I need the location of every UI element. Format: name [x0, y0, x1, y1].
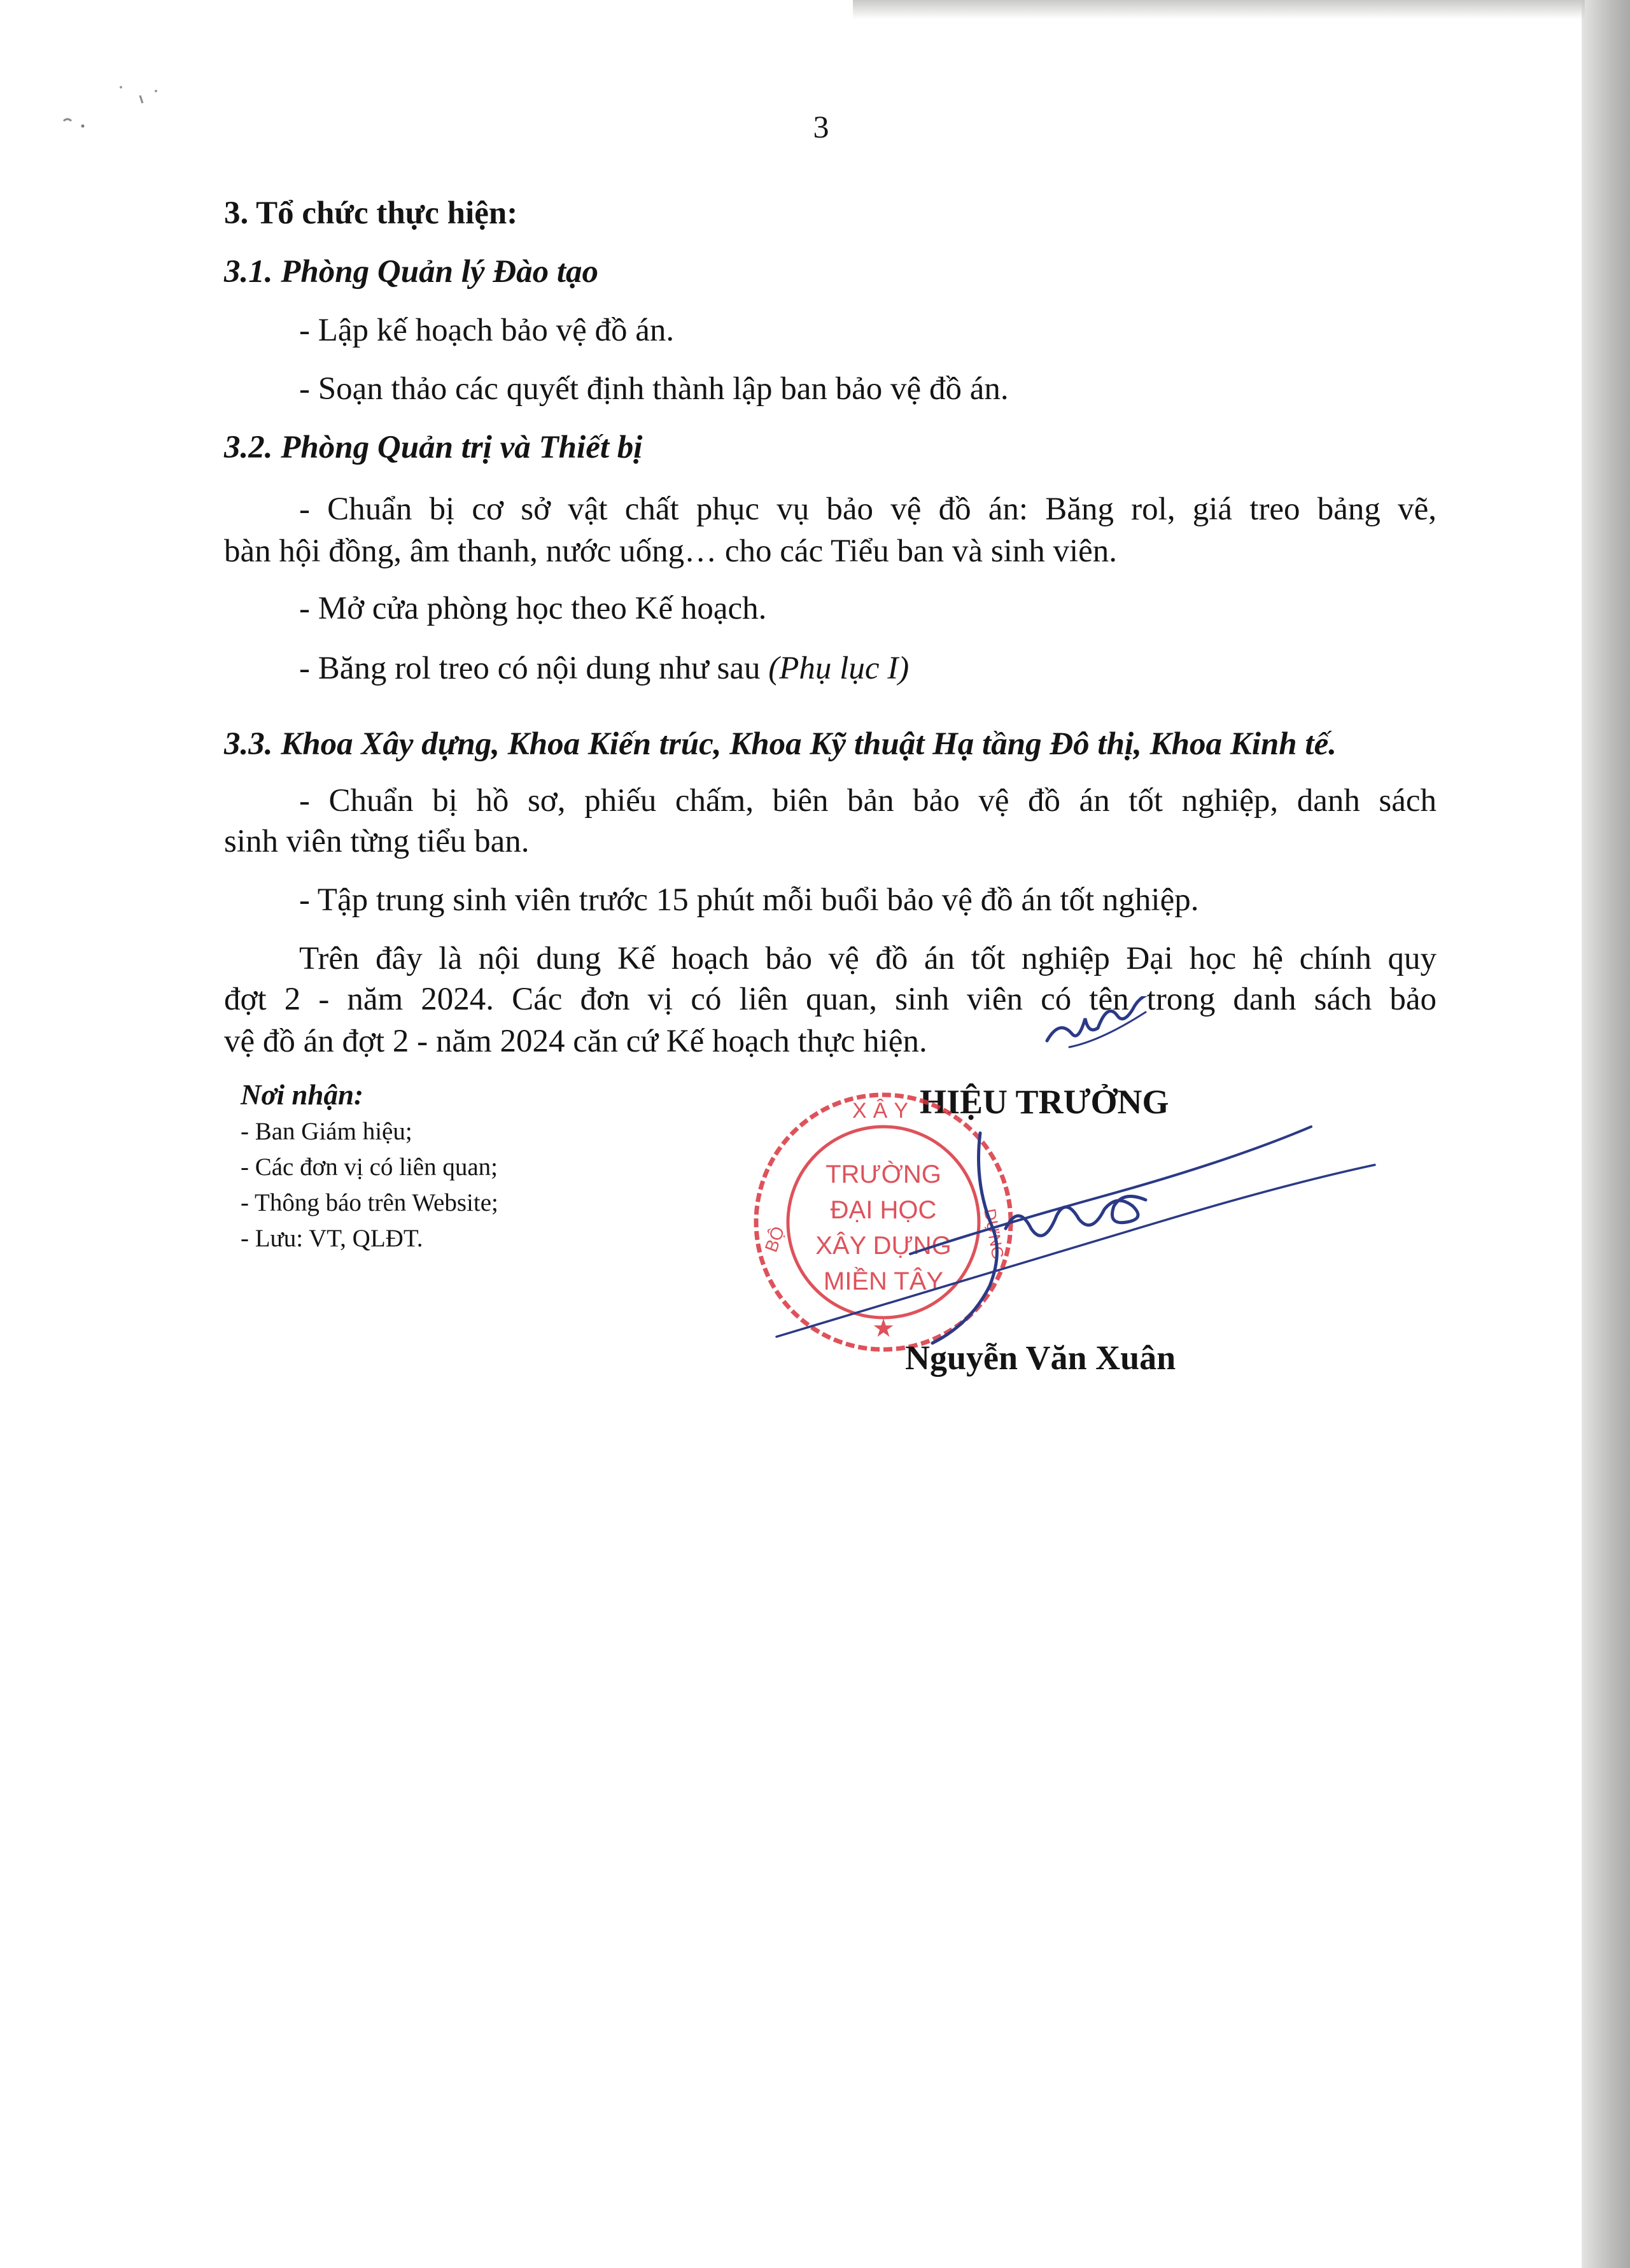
- list-item: - Chuẩn bị cơ sở vật chất phục vụ bảo vệ đồ án: Băng rol, giá treo bảng vẽ,: [299, 491, 1437, 527]
- appendix-reference: (Phụ lục I): [768, 651, 910, 686]
- seal-star-icon: ★: [872, 1314, 895, 1343]
- seal-line: ĐẠI HỌC: [830, 1196, 937, 1224]
- seal-line: TRƯỜNG: [826, 1160, 941, 1188]
- recipient-item: - Lưu: VT, QLĐT.: [241, 1225, 423, 1252]
- page-number: 3: [813, 109, 829, 144]
- seal-top-text: XÂY: [852, 1099, 915, 1123]
- scan-edge-top: [853, 0, 1585, 19]
- recipient-item: - Thông báo trên Website;: [241, 1189, 498, 1216]
- list-item: - Mở cửa phòng học theo Kế hoạch.: [299, 591, 767, 626]
- closing-paragraph-line: Trên đây là nội dung Kế hoạch bảo vệ đồ án tốt nghiệp Đại học hệ chính quy: [299, 941, 1437, 976]
- recipients-title: Nơi nhận:: [241, 1079, 363, 1111]
- handwritten-signature: [751, 1095, 1413, 1362]
- list-item: - Chuẩn bị hồ sơ, phiếu chấm, biên bản bảo vệ đồ án tốt nghiệp, danh sách: [299, 783, 1437, 819]
- list-item: [299, 648, 1437, 689]
- seal-left-text: BỘ: [761, 1223, 789, 1255]
- seal-line: XÂY DỰNG: [815, 1232, 952, 1260]
- list-item-text: - Băng rol treo có nội dung như sau: [299, 651, 769, 686]
- subsection-heading-3-1: 3.1. Phòng Quản lý Đào tạo: [224, 254, 598, 290]
- seal-right-text: DỰNG: [980, 1207, 1008, 1261]
- recipient-item: - Các đơn vị có liên quan;: [241, 1153, 498, 1181]
- list-item: - Soạn thảo các quyết định thành lập ban bảo vệ đồ án.: [299, 371, 1009, 407]
- signer-name: Nguyễn Văn Xuân: [905, 1339, 1176, 1377]
- list-item: - Tập trung sinh viên trước 15 phút mỗi buổi bảo vệ đồ án tốt nghiệp.: [299, 882, 1199, 918]
- recipients-block: [241, 1076, 498, 1257]
- list-item-continuation: bàn hội đồng, âm thanh, nước uống… cho các Tiểu ban và sinh viên.: [224, 533, 1118, 569]
- scan-speck-marks: [45, 60, 172, 150]
- section-title: 3. Tổ chức thực hiện:: [224, 195, 518, 231]
- signer-title: HIỆU TRƯỞNG: [920, 1083, 1169, 1121]
- subsection-heading-3-3: 3.3. Khoa Xây dựng, Khoa Kiến trúc, Khoa Kỹ thuật Hạ tầng Đô thị, Khoa Kinh tế.: [224, 726, 1337, 762]
- list-item-continuation: sinh viên từng tiểu ban.: [224, 824, 530, 859]
- subsection-heading-3-2: 3.2. Phòng Quản trị và Thiết bị: [224, 430, 643, 465]
- recipient-item: - Ban Giám hiệu;: [241, 1118, 412, 1145]
- closing-paragraph-line: đợt 2 - năm 2024. Các đơn vị có liên quan, sinh viên có tên trong danh sách bảo: [224, 982, 1437, 1017]
- scan-edge-right: [1582, 0, 1630, 2268]
- seal-line: MIỀN TÂY: [823, 1267, 944, 1295]
- closing-paragraph-line: vệ đồ án đợt 2 - năm 2024 căn cứ Kế hoạch thực hiện.: [224, 1024, 927, 1059]
- list-item: - Lập kế hoạch bảo vệ đồ án.: [299, 313, 675, 348]
- handwritten-initials: [1044, 996, 1158, 1053]
